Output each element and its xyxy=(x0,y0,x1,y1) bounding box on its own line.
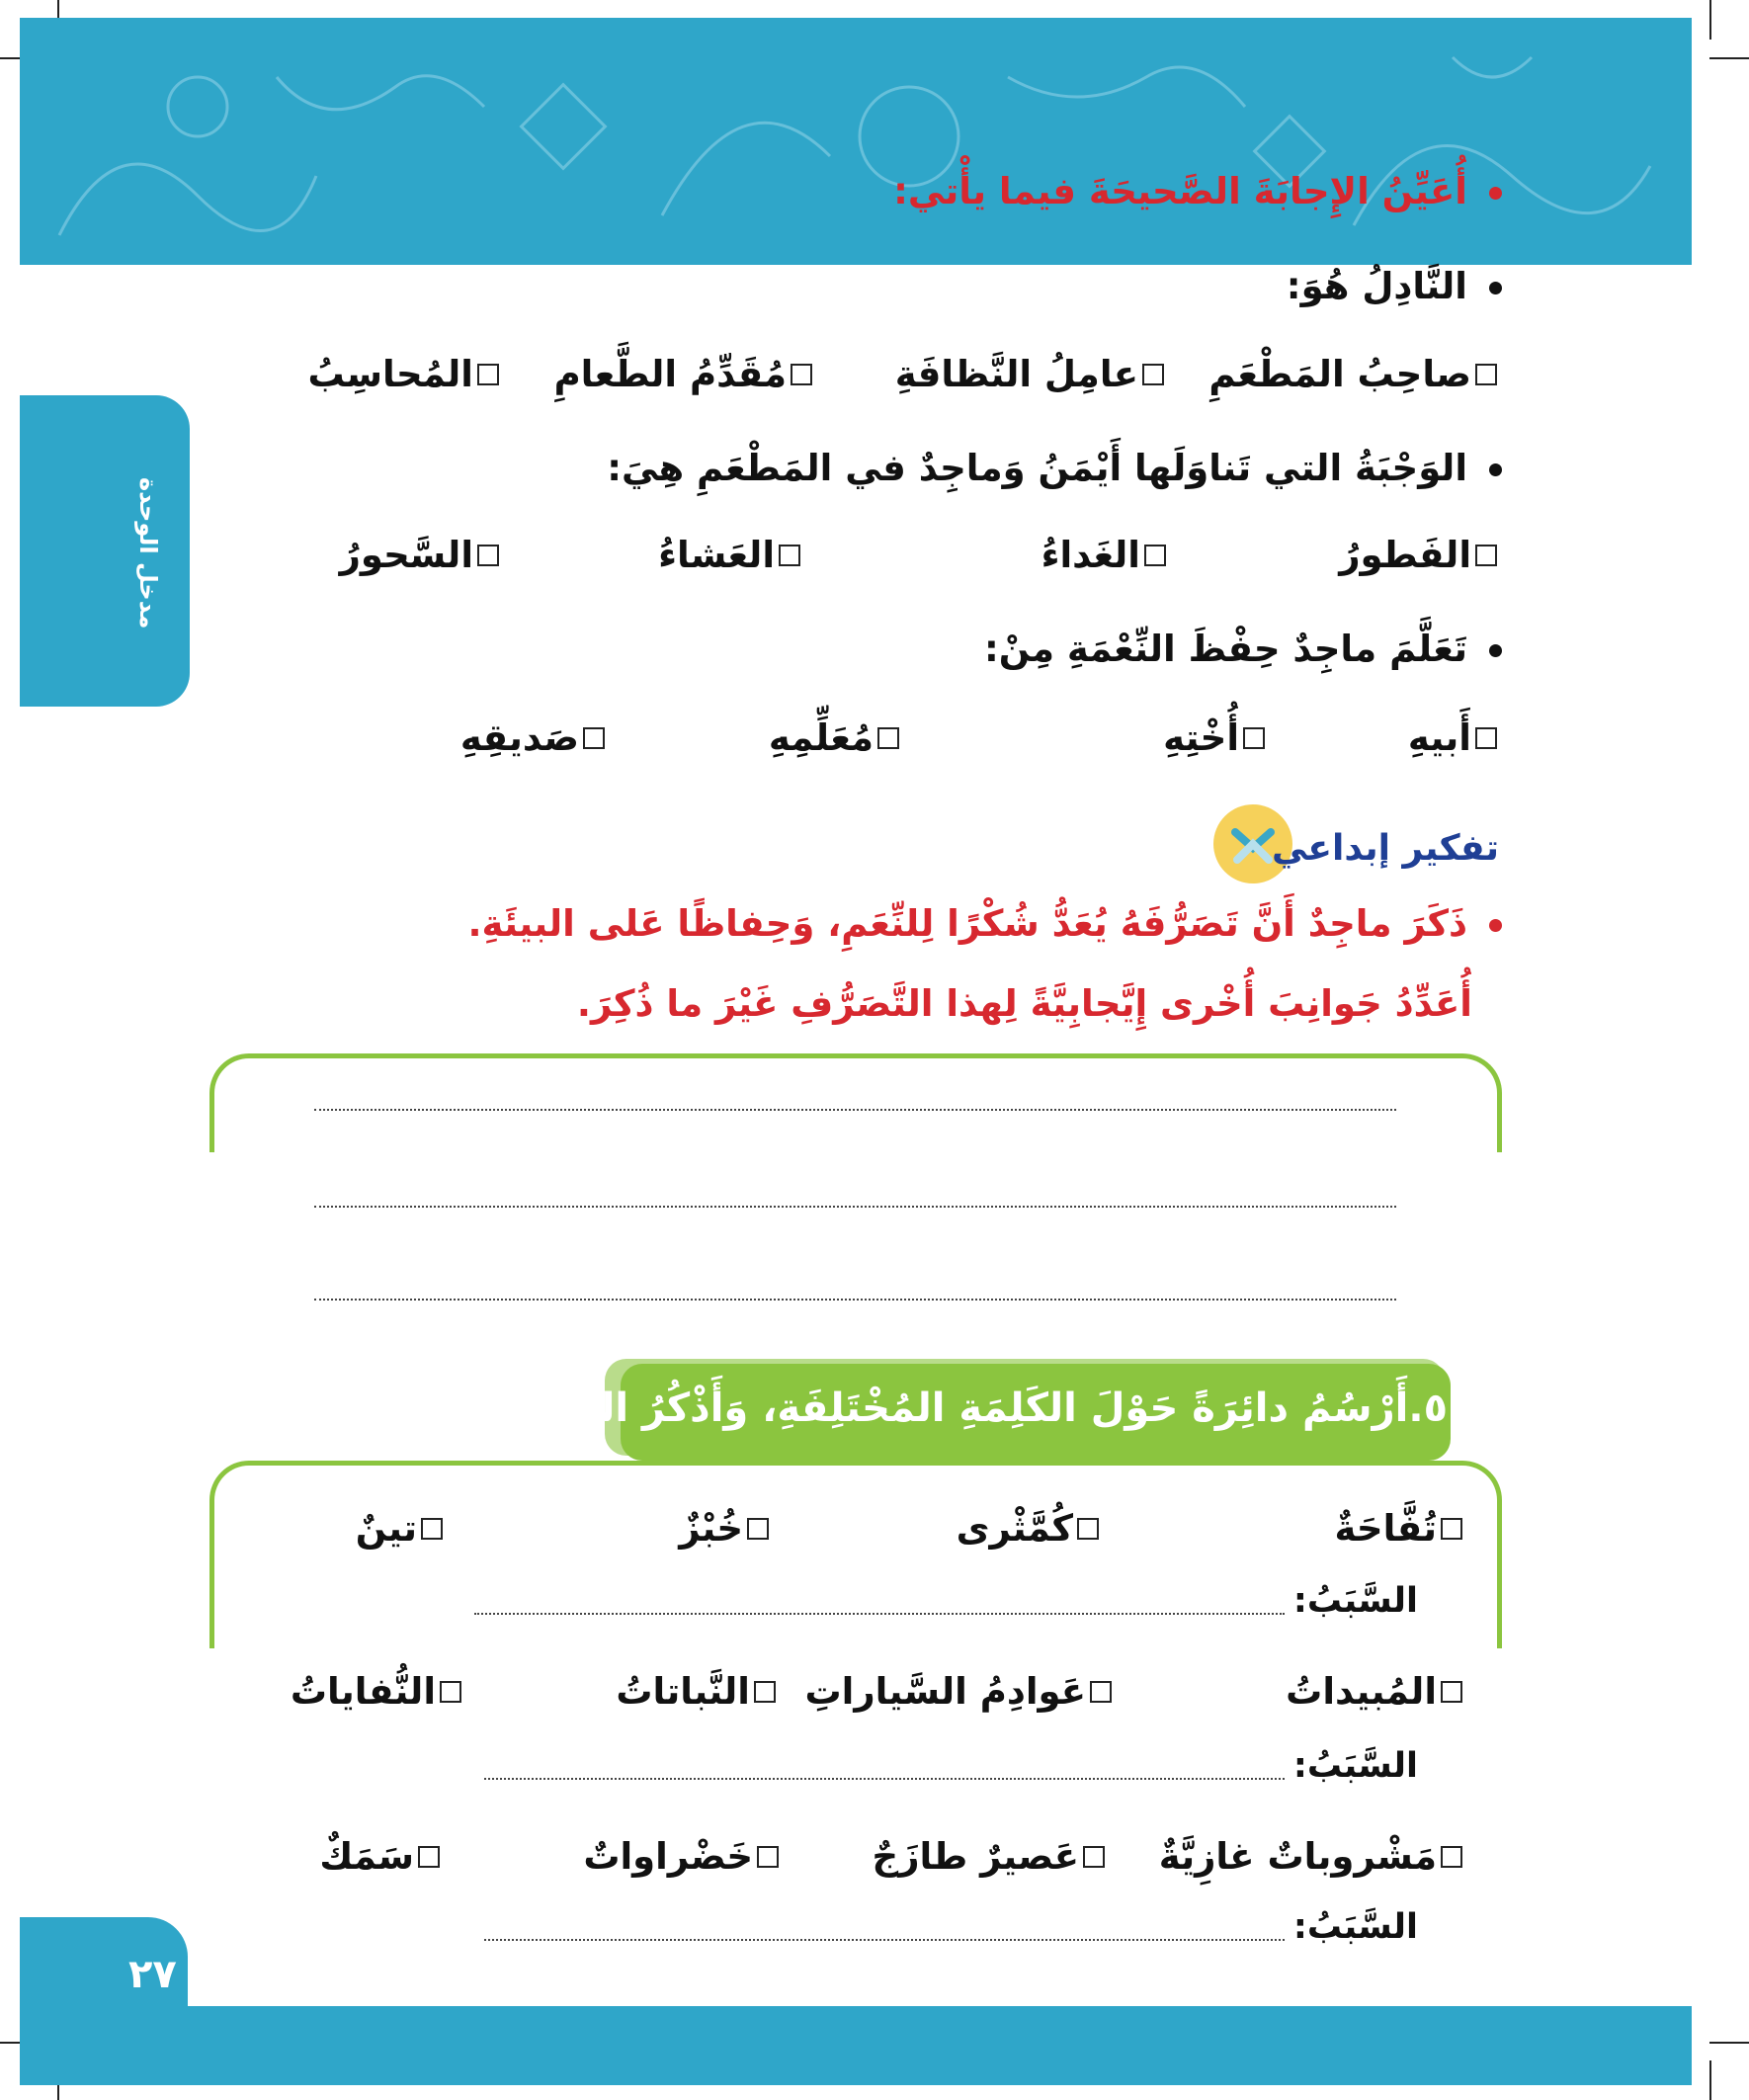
option-3-4[interactable]: صَديقِهِ xyxy=(460,716,605,759)
checkbox-icon[interactable] xyxy=(1142,364,1164,385)
q5-title: ٥.أَرْسُمُ دائِرَةً حَوْلَ الكَلِمَةِ المُخْتَلِفَةِ، وَأَذْكُرُ السَّبَبَ: xyxy=(486,1386,1448,1431)
q5-option-1-4[interactable]: تينٌ xyxy=(356,1507,443,1550)
q5-reason-line-1[interactable] xyxy=(474,1613,1285,1615)
checkbox-icon[interactable] xyxy=(1475,727,1497,749)
q5-option-3-3[interactable]: خَضْراواتٌ xyxy=(583,1835,779,1878)
q5-option-2-3[interactable]: النَّباتاتُ xyxy=(616,1670,776,1713)
page-number: ٢٧ xyxy=(128,1952,177,1997)
option-3-1[interactable]: أَبيهِ xyxy=(1408,716,1497,759)
q5-option-3-2[interactable]: عَصيرٌ طازَجٌ xyxy=(873,1835,1105,1878)
checkbox-icon[interactable] xyxy=(421,1518,443,1540)
option-2-1[interactable]: الفَطورُ xyxy=(1339,534,1497,576)
checkbox-icon[interactable] xyxy=(747,1518,769,1540)
footer-bar xyxy=(20,2006,1692,2085)
checkbox-icon[interactable] xyxy=(1441,1518,1462,1540)
checkbox-icon[interactable] xyxy=(757,1846,779,1868)
answer-line-1[interactable] xyxy=(314,1109,1396,1111)
q5-reason-line-2[interactable] xyxy=(484,1778,1285,1780)
checkbox-icon[interactable] xyxy=(583,727,605,749)
bullet-icon xyxy=(1489,644,1502,657)
checkbox-icon[interactable] xyxy=(791,364,812,385)
answer-box-frame xyxy=(209,1053,1502,1152)
q5-option-2-1[interactable]: المُبيداتُ xyxy=(1286,1670,1462,1713)
creative-line-1: ذَكَرَ ماجِدٌ أَنَّ تَصَرُّفَهُ يُعَدُّ شُكْرًا لِلنِّعَمِ، وَحِفاظًا عَلى البيئَةِ. xyxy=(467,902,1502,945)
bullet-icon xyxy=(1489,463,1502,476)
checkbox-icon[interactable] xyxy=(877,727,899,749)
q5-reason-label-1: السَّبَبُ: xyxy=(1292,1581,1418,1621)
option-1-1[interactable]: صاحِبُ المَطْعَمِ xyxy=(1208,353,1497,395)
checkbox-icon[interactable] xyxy=(477,545,499,566)
bullet-icon xyxy=(1489,919,1502,932)
crop-mark xyxy=(1709,2060,1711,2100)
checkbox-icon[interactable] xyxy=(1144,545,1166,566)
option-2-4[interactable]: السَّحورُ xyxy=(340,534,499,576)
q5-reason-label-2: السَّبَبُ: xyxy=(1292,1746,1418,1786)
question-1: النَّادِلُ هُوَ: xyxy=(1287,265,1502,307)
checkbox-icon[interactable] xyxy=(1243,727,1265,749)
q5-option-1-2[interactable]: كُمَّثْرى xyxy=(957,1507,1099,1550)
answer-line-2[interactable] xyxy=(314,1206,1396,1208)
side-tab-label: مدخل الوحدة xyxy=(134,477,162,630)
q5-option-2-4[interactable]: النُّفاياتُ xyxy=(291,1670,461,1713)
question-3: تَعَلَّمَ ماجِدٌ حِفْظَ النِّعْمَةِ مِنْ: xyxy=(984,628,1502,670)
crop-mark xyxy=(1709,0,1711,40)
option-3-3[interactable]: مُعَلِّمِهِ xyxy=(769,716,899,759)
checkbox-icon[interactable] xyxy=(1475,364,1497,385)
q5-reason-label-3: السَّبَبُ: xyxy=(1292,1907,1418,1947)
checkbox-icon[interactable] xyxy=(1441,1681,1462,1703)
crop-mark xyxy=(1709,2042,1749,2044)
q5-option-3-4[interactable]: سَمَكٌ xyxy=(319,1835,440,1878)
checkbox-icon[interactable] xyxy=(1077,1518,1099,1540)
crop-mark xyxy=(1709,57,1749,59)
bullet-icon xyxy=(1489,282,1502,294)
exercise-instruction: أُعَيِّنُ الإِجابَةَ الصَّحيحَةَ فيما يأْتي: xyxy=(893,170,1502,212)
option-1-4[interactable]: المُحاسِبُ xyxy=(308,353,500,395)
option-1-3[interactable]: مُقَدِّمُ الطَّعامِ xyxy=(554,353,812,395)
creative-thinking-title: تفكير إبداعي xyxy=(1272,828,1499,869)
bullet-icon xyxy=(1489,187,1502,200)
question-2: الوَجْبَةُ التي تَناوَلَها أَيْمَنُ وَماجِدٌ في المَطْعَمِ هِيَ: xyxy=(607,447,1502,489)
decorative-pattern-icon xyxy=(20,18,1692,265)
checkbox-icon[interactable] xyxy=(1475,545,1497,566)
q5-reason-line-3[interactable] xyxy=(484,1939,1285,1941)
option-1-2[interactable]: عامِلُ النَّظافَةِ xyxy=(895,353,1164,395)
checkbox-icon[interactable] xyxy=(418,1846,440,1868)
answer-line-3[interactable] xyxy=(314,1299,1396,1301)
q5-option-2-2[interactable]: عَوادِمُ السَّياراتِ xyxy=(804,1670,1112,1713)
checkbox-icon[interactable] xyxy=(754,1681,776,1703)
creative-line-2: أُعَدِّدُ جَوانِبَ أُخْرى إِيَّجابِيَّةً لِهذا التَّصَرُّفِ غَيْرَ ما ذُكِرَ. xyxy=(576,982,1472,1025)
checkbox-icon[interactable] xyxy=(1083,1846,1105,1868)
checkbox-icon[interactable] xyxy=(1441,1846,1462,1868)
checkbox-icon[interactable] xyxy=(1090,1681,1112,1703)
option-2-3[interactable]: العَشاءُ xyxy=(658,534,800,576)
option-2-2[interactable]: الغَداءُ xyxy=(1041,534,1166,576)
header-banner xyxy=(20,18,1692,265)
option-3-2[interactable]: أُخْتِهِ xyxy=(1163,716,1265,759)
q5-option-1-1[interactable]: تُفَّاحَةٌ xyxy=(1334,1507,1462,1550)
checkbox-icon[interactable] xyxy=(440,1681,461,1703)
checkbox-icon[interactable] xyxy=(779,545,800,566)
q5-option-1-3[interactable]: خُبْزٌ xyxy=(679,1507,769,1550)
q5-option-3-1[interactable]: مَشْروباتٌ غازِيَّةٌ xyxy=(1159,1835,1462,1878)
checkbox-icon[interactable] xyxy=(477,364,499,385)
